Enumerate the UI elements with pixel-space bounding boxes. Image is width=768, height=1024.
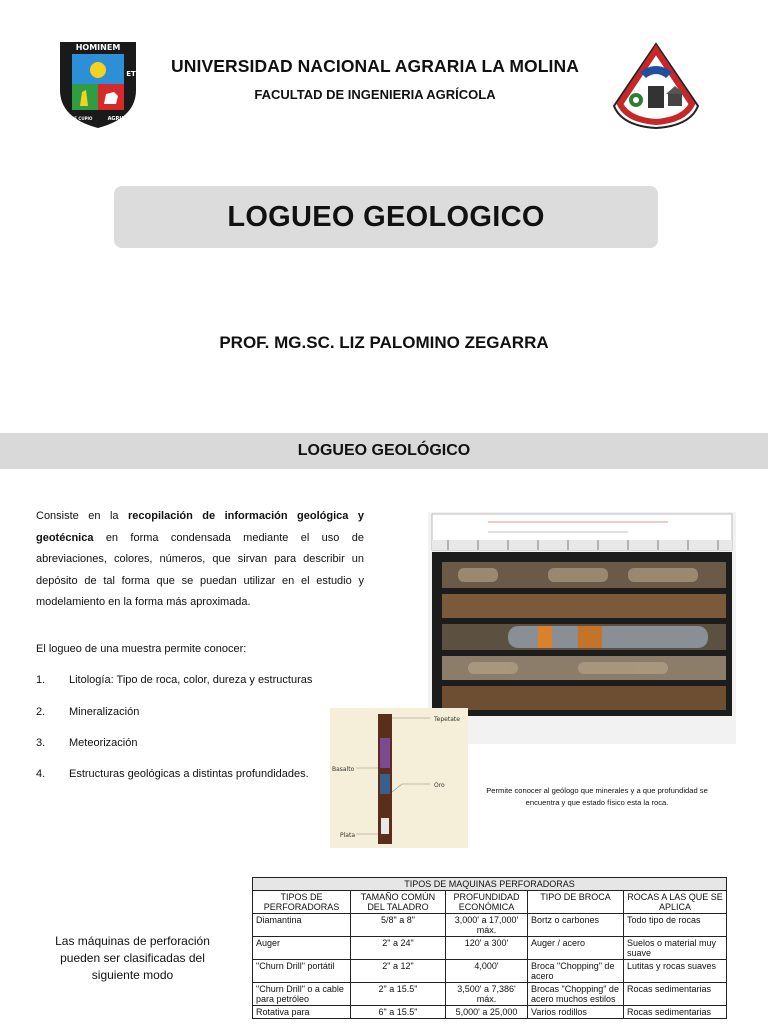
- table-cell: 6" a 15.5": [351, 1006, 446, 1019]
- table-header: ROCAS A LAS QUE SE APLICA: [624, 891, 727, 914]
- diagram-label-bottom: Plata: [340, 832, 355, 839]
- unalm-crest-logo: [58, 40, 138, 130]
- table-row: [253, 914, 727, 937]
- list-number: 4.: [36, 768, 46, 780]
- intro-paragraph: [36, 506, 364, 614]
- section-title-band: [0, 433, 768, 469]
- table-cell: Todo tipo de rocas: [624, 914, 727, 937]
- drillhole-log-diagram: [330, 708, 468, 848]
- machines-intro: Las máquinas de perforación pueden ser clasificadas del siguiente modo: [55, 934, 210, 982]
- table-header: PROFUNDIDAD ECONÓMICA: [446, 891, 528, 914]
- photo-caption: Permite conocer al geólogo que minerales y a que profundidad se encuentra y que estado físico esta la roca.: [486, 786, 708, 807]
- list-intro: El logueo de una muestra permite conocer:: [36, 643, 247, 655]
- table-row: [253, 1006, 727, 1019]
- table-cell: 5/8" a 8": [351, 914, 446, 937]
- cover-title: LOGUEO GEOLOGICO: [227, 200, 545, 233]
- section-title: LOGUEO GEOLÓGICO: [297, 442, 471, 459]
- professor-name: PROF. MG.SC. LIZ PALOMINO ZEGARRA: [219, 333, 549, 352]
- list-text: Meteorización: [69, 737, 138, 749]
- table-cell: "Churn Drill" portátil: [253, 960, 351, 983]
- table-cell: 3,000' a 17,000' máx.: [446, 914, 528, 937]
- table-cell: 2" a 12": [351, 960, 446, 983]
- table-caption: TIPOS DE MAQUINAS PERFORADORAS: [253, 878, 727, 891]
- table-cell: Auger: [253, 937, 351, 960]
- list-number: 3.: [36, 737, 46, 749]
- table-header: TIPOS DE PERFORADORAS: [253, 891, 351, 914]
- seal-text-top: HOMINEM: [75, 43, 121, 52]
- table-cell: 120' a 300': [446, 937, 528, 960]
- intro-suffix: en forma condensada mediante el uso de abreviaciones, colores, números, que sirvan para describir un depósito de tal forma que se puedan utilizar en el estudio y modelamiento en la forma más aproximada.: [36, 531, 364, 608]
- table-cell: Broca "Chopping" de acero: [528, 960, 624, 983]
- list-text: Litología: Tipo de roca, color, dureza y estructuras: [69, 674, 313, 686]
- table-cell: Diamantina: [253, 914, 351, 937]
- seal-text-bottom-left: COLERE CUPIO: [59, 116, 93, 121]
- seal-text-right: ET: [126, 70, 136, 78]
- table-cell: Brocas "Chopping" de acero muchos estilos: [528, 983, 624, 1006]
- intro-prefix: Consiste en la: [36, 510, 129, 522]
- title-box: [114, 186, 658, 248]
- list-number: 1.: [36, 674, 46, 686]
- diagram-label-left: Basalto: [332, 766, 355, 773]
- diagram-label-mid: Oro: [434, 782, 445, 789]
- university-name: UNIVERSIDAD NACIONAL AGRARIA LA MOLINA: [171, 56, 579, 76]
- table-row: [253, 960, 727, 983]
- core-box-photo: [428, 512, 736, 744]
- table-cell: Suelos o material muy suave: [624, 937, 727, 960]
- faculty-name: FACULTAD DE INGENIERIA AGRÍCOLA: [254, 87, 496, 102]
- table-header: TAMAÑO COMÚN DEL TALADRO: [351, 891, 446, 914]
- drilling-machines-table: [252, 877, 727, 1019]
- diagram-label-top: Tepetate: [434, 716, 460, 723]
- intro-bold: recopilación de información geológica y geotécnica: [36, 510, 364, 544]
- table-cell: 5,000' a 25,000: [446, 1006, 528, 1019]
- table-cell: Varios rodillos: [528, 1006, 624, 1019]
- faculty-badge-logo: [610, 42, 702, 130]
- table-cell: Rocas sedimentarias: [624, 1006, 727, 1019]
- table-cell: Bortz o carbones: [528, 914, 624, 937]
- seal-text-bottom-right: AGRUM: [107, 116, 129, 122]
- list-number: 2.: [36, 706, 46, 718]
- table-cell: Auger / acero: [528, 937, 624, 960]
- list-text: Mineralización: [69, 706, 140, 718]
- table-cell: Rotativa para: [253, 1006, 351, 1019]
- table-header: TIPO DE BROCA: [528, 891, 624, 914]
- table-cell: 3,500' a 7,386' máx.: [446, 983, 528, 1006]
- table-row: [253, 983, 727, 1006]
- table-row: [253, 937, 727, 960]
- table-cell: Lutitas y rocas suaves: [624, 960, 727, 983]
- list-text: Estructuras geológicas a distintas profundidades.: [69, 768, 309, 780]
- table-cell: 2" a 15.5": [351, 983, 446, 1006]
- table-cell: 2" a 24": [351, 937, 446, 960]
- table-header-row: [253, 891, 727, 914]
- table-cell: 4,000': [446, 960, 528, 983]
- table-cell: Rocas sedimentarias: [624, 983, 727, 1006]
- cover-slide: [0, 0, 768, 432]
- table-cell: "Churn Drill" o a cable para petróleo: [253, 983, 351, 1006]
